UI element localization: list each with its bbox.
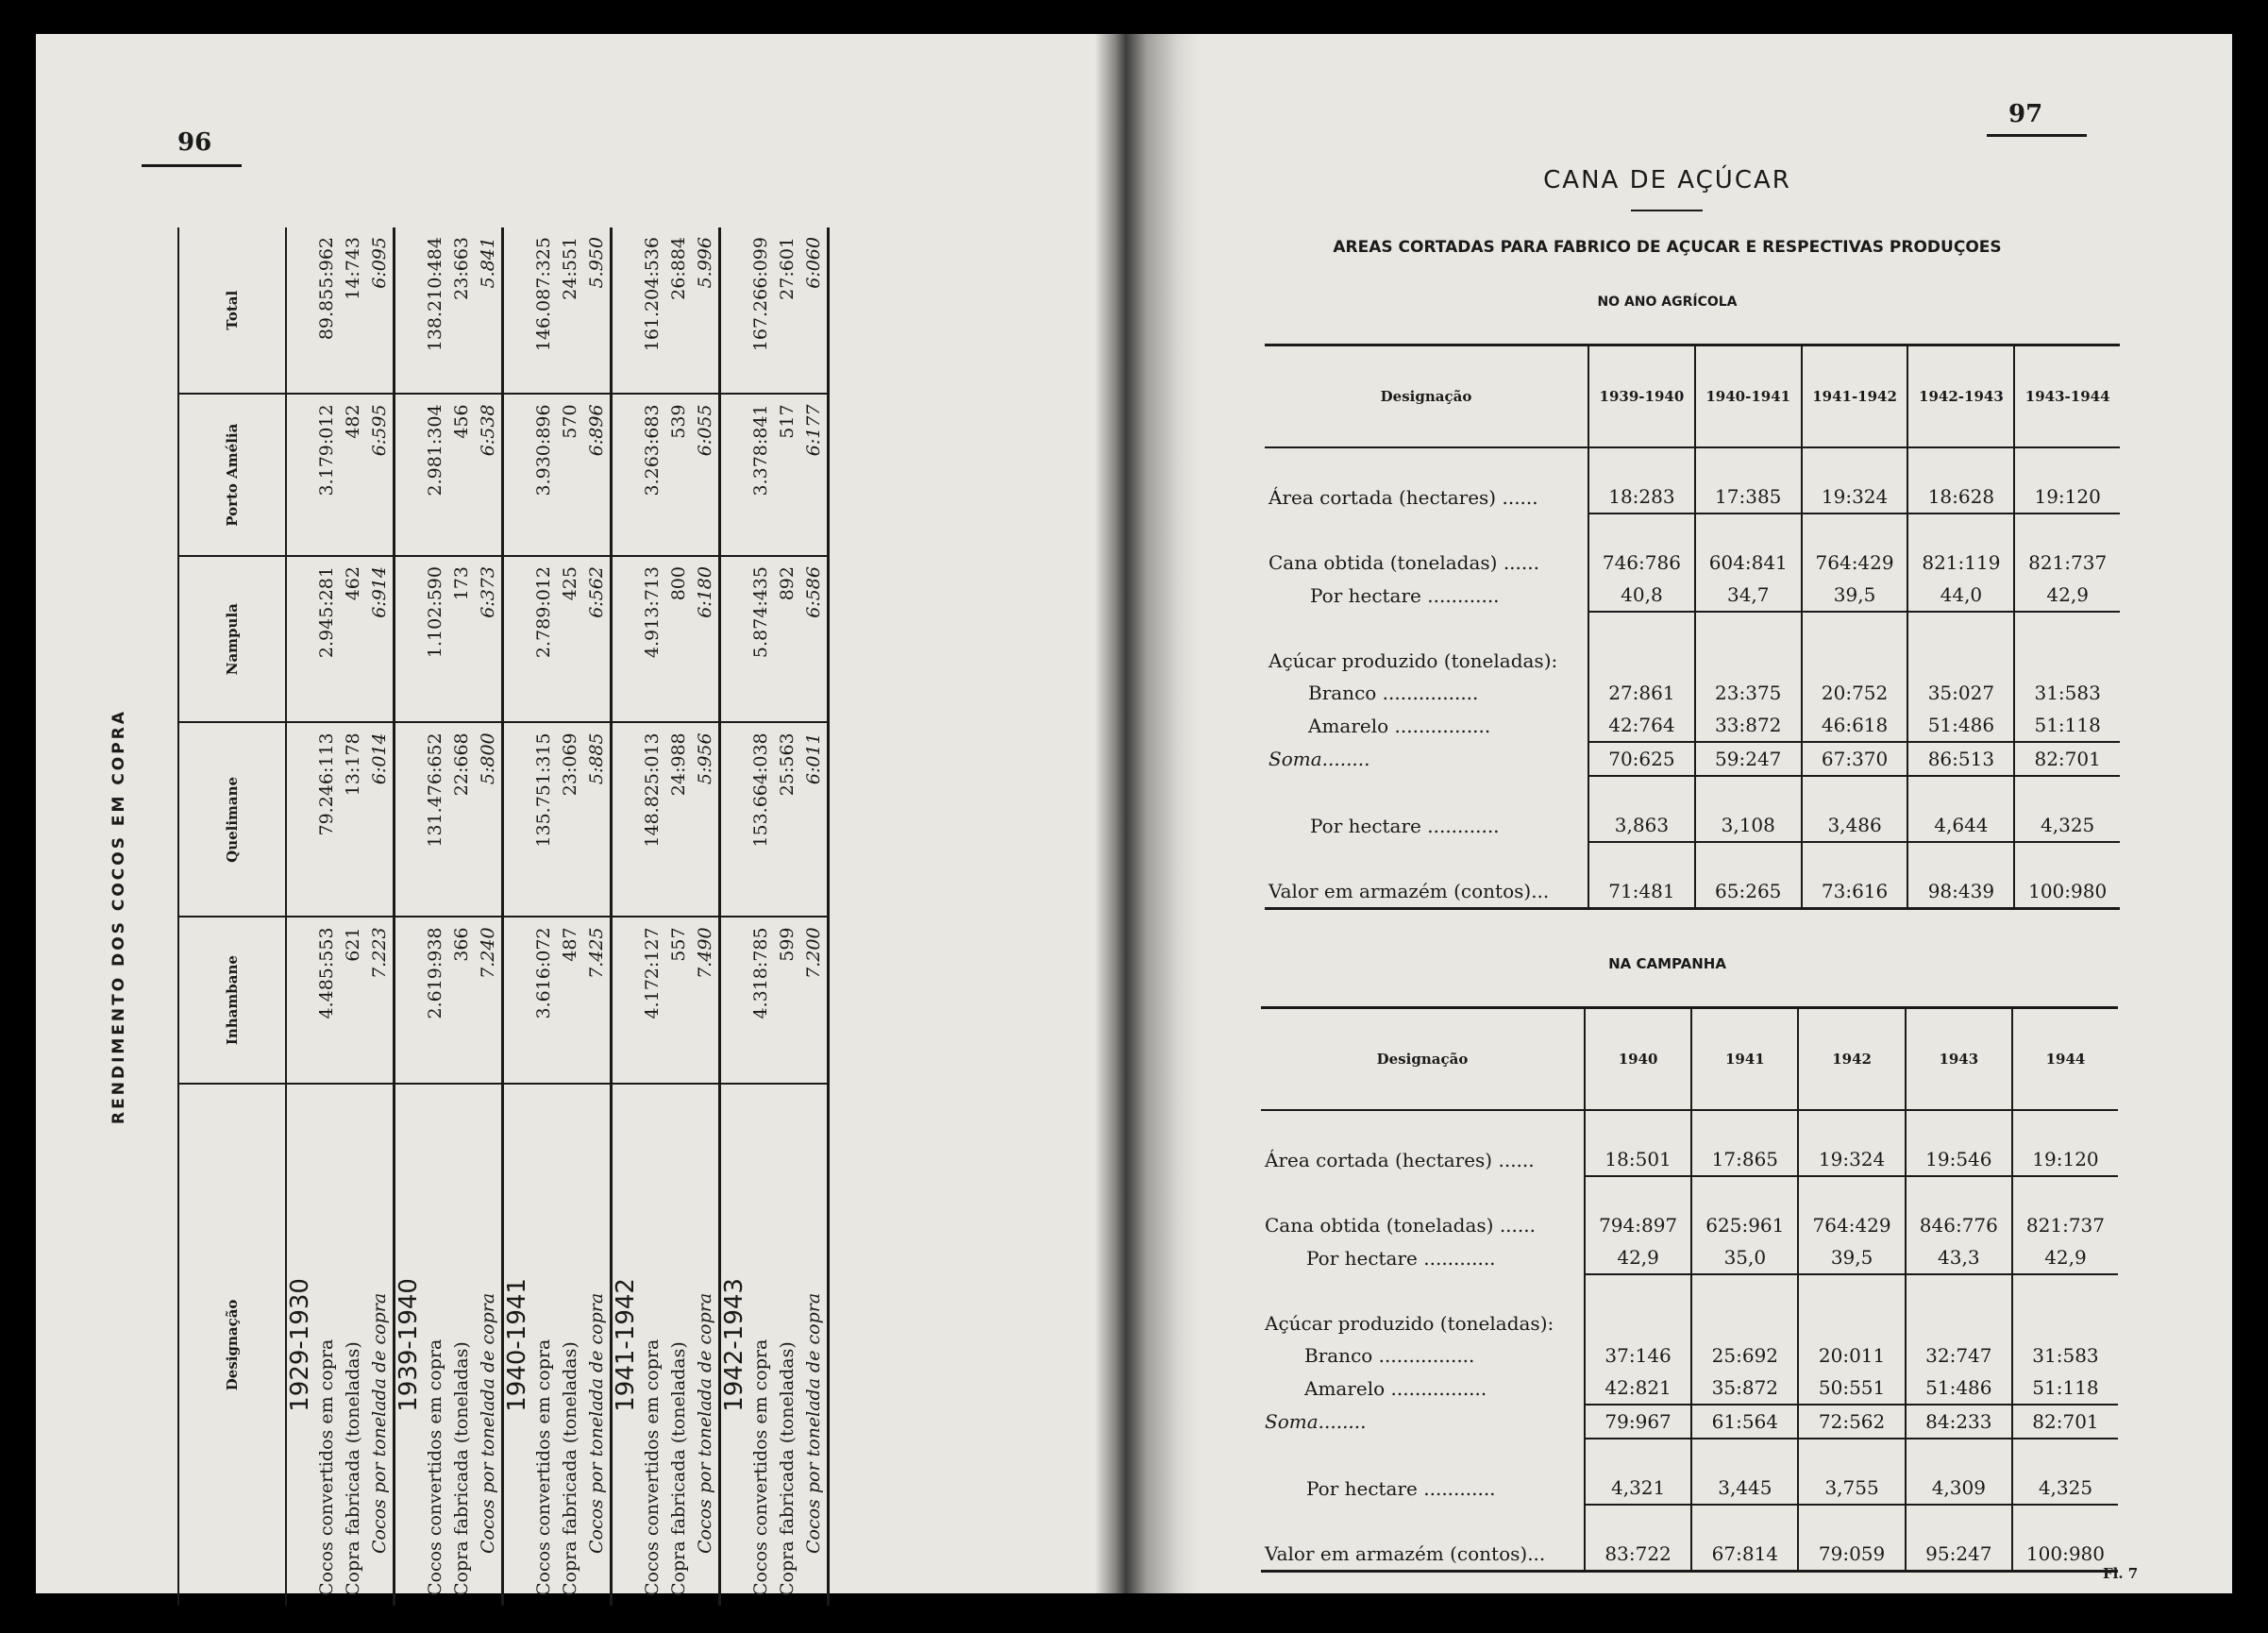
value-cell: 46:618 (1802, 709, 1908, 742)
header-period: 1943 (1906, 1008, 2012, 1111)
label-cana: Cana obtida (toneladas) (1268, 551, 1498, 574)
value-cell: 24:988 (665, 722, 692, 917)
header-designacao: Designação (1261, 1008, 1585, 1111)
coconut-yield-table-rotated (109, 227, 989, 1606)
value-cell: 17:865 (1691, 1143, 1798, 1176)
agricola-heading: NO ANO AGRÍCOLA (1597, 295, 1738, 310)
year-row (395, 227, 423, 1606)
value-cell: 148.825:013 (639, 722, 665, 917)
row-label: Cocos convertidos em copra (425, 1338, 445, 1596)
value-cell: 167.266:099 (748, 227, 774, 394)
value-cell: 3.616:072 (530, 917, 557, 1083)
value-cell: 6:914 (366, 556, 395, 722)
row-label: Cocos convertidos em copra (642, 1338, 663, 1596)
label-area: Área cortada (hectares) (1265, 1148, 1493, 1171)
year-label: 1929-1930 (286, 1278, 314, 1412)
campanha-heading: NA CAMPANHA (1608, 955, 1726, 972)
value-cell: 31:583 (2014, 677, 2120, 709)
value-cell: 51:486 (1907, 709, 2014, 742)
page-97 (1102, 34, 2232, 1593)
value-cell: 23:663 (448, 227, 475, 394)
header-period: 1940 (1585, 1008, 1691, 1111)
value-cell: 72:562 (1798, 1405, 1905, 1439)
page-number-rule (142, 164, 242, 167)
data-row (665, 227, 692, 1606)
value-cell: 65:265 (1695, 875, 1802, 909)
value-cell: 82:701 (2012, 1405, 2118, 1439)
value-cell: 25:563 (774, 722, 800, 917)
value-cell: 73:616 (1802, 875, 1908, 909)
header-nampula: Nampula (178, 556, 286, 722)
header-period: 1941 (1691, 1008, 1798, 1111)
label-por-hectare: Por hectare (1310, 583, 1421, 607)
value-cell: 89.855:962 (313, 227, 340, 394)
header-period: 1941-1942 (1802, 345, 1908, 448)
value-cell: 27:861 (1588, 677, 1695, 709)
value-cell: 23:375 (1695, 677, 1802, 709)
value-cell: 5:956 (692, 722, 720, 917)
value-cell: 39,5 (1798, 1241, 1905, 1274)
value-cell: 3,755 (1798, 1472, 1905, 1505)
page-subtitle: AREAS CORTADAS PARA FABRICO DE AÇUCAR E RESPECTIVAS PRODUÇOES (1333, 238, 2002, 257)
row-soma: Soma........ 79:967 61:564 72:562 84:233 82:701 (1261, 1405, 2118, 1439)
header-period: 1944 (2012, 1008, 2118, 1111)
title-rule (1631, 210, 1703, 211)
value-cell: 6:595 (366, 394, 395, 556)
data-row (692, 227, 720, 1606)
header-period: 1939-1940 (1588, 345, 1695, 448)
value-cell: 6:060 (800, 227, 829, 394)
value-cell: 3.179:012 (313, 394, 340, 556)
value-cell: 19:324 (1798, 1143, 1905, 1176)
folio-mark: Fl. 7 (2103, 1565, 2139, 1582)
value-cell: 61:564 (1691, 1405, 1798, 1439)
value-cell: 71:481 (1588, 875, 1695, 909)
value-cell: 5.874:435 (748, 556, 774, 722)
page-96 (36, 34, 1102, 1596)
value-cell: 59:247 (1695, 742, 1802, 776)
row-label: Cocos por tonelada de copra (366, 1084, 395, 1606)
value-cell: 42,9 (2014, 579, 2120, 612)
year-row (720, 227, 748, 1606)
value-cell: 5.841 (475, 227, 503, 394)
label-acucar: Açúcar produzido (toneladas): (1268, 649, 1558, 672)
value-cell: 2.981:304 (422, 394, 448, 556)
value-cell: 821:737 (2012, 1209, 2118, 1241)
value-cell: 6:538 (475, 394, 503, 556)
value-cell: 50:551 (1798, 1372, 1905, 1405)
row-label: Cocos por tonelada de copra (583, 1084, 612, 1606)
page-title: CANA DE AÇÚCAR (1543, 166, 1791, 194)
row-label: Cocos convertidos em copra (533, 1338, 554, 1596)
label-amarelo: Amarelo (1304, 1376, 1386, 1400)
value-cell: 3,486 (1802, 809, 1908, 842)
year-row (612, 227, 640, 1606)
value-cell: 25:692 (1691, 1339, 1798, 1372)
value-cell: 482 (340, 394, 366, 556)
row-valor: Valor em armazém (contos)... 71:481 65:265 73:616 98:439 100:980 (1265, 875, 2120, 909)
value-cell: 32:747 (1906, 1339, 2012, 1372)
value-cell: 100:980 (2012, 1538, 2118, 1572)
value-cell: 517 (774, 394, 800, 556)
value-cell: 539 (665, 394, 692, 556)
data-row (800, 227, 829, 1606)
value-cell: 14:743 (340, 227, 366, 394)
value-cell: 67:814 (1691, 1538, 1798, 1572)
data-row (557, 227, 583, 1606)
value-cell: 20:011 (1798, 1339, 1905, 1372)
value-cell: 95:247 (1906, 1538, 2012, 1572)
value-cell: 6:177 (800, 394, 829, 556)
row-branco: Branco ................ 37:146 25:692 20:011 32:747 31:583 (1261, 1339, 2118, 1372)
value-cell: 100:980 (2014, 875, 2120, 909)
row-label: Copra fabricada (toneladas) (451, 1341, 472, 1596)
label-valor: Valor em armazém (contos) (1265, 1542, 1528, 1565)
label-valor: Valor em armazém (contos) (1268, 880, 1532, 902)
value-cell: 892 (774, 556, 800, 722)
value-cell: 5:800 (475, 722, 503, 917)
value-cell: 425 (557, 556, 583, 722)
data-row (366, 227, 395, 1606)
data-row (639, 227, 665, 1606)
value-cell: 3,863 (1588, 809, 1695, 842)
value-cell: 19:120 (2014, 480, 2120, 513)
row-branco: Branco ................ 27:861 23:375 20:752 35:027 31:583 (1265, 677, 2120, 709)
row-label: Copra fabricada (toneladas) (560, 1341, 580, 1596)
header-designacao: Designação (178, 1084, 286, 1606)
value-cell: 35,0 (1691, 1241, 1798, 1274)
value-cell: 570 (557, 394, 583, 556)
table-ano-agricola (1265, 344, 2120, 910)
value-cell: 3.378:841 (748, 394, 774, 556)
row-cana-hectare: Por hectare ............ 40,8 34,7 39,5 44,0 42,9 (1265, 579, 2120, 612)
value-cell: 846:776 (1906, 1209, 2012, 1241)
value-cell: 3,445 (1691, 1472, 1798, 1505)
row-soma: Soma........ 70:625 59:247 67:370 86:513 82:701 (1265, 742, 2120, 776)
value-cell: 17:385 (1695, 480, 1802, 513)
label-soma: Soma (1265, 1410, 1319, 1433)
value-cell: 6:011 (800, 722, 829, 917)
value-cell: 39,5 (1802, 579, 1908, 612)
value-cell: 487 (557, 917, 583, 1083)
value-cell: 6:586 (800, 556, 829, 722)
label-por-hectare: Por hectare (1306, 1246, 1418, 1270)
value-cell: 135.751:315 (530, 722, 557, 917)
header-period: 1942-1943 (1907, 345, 2014, 448)
value-cell: 42,9 (2012, 1241, 2118, 1274)
value-cell: 27:601 (774, 227, 800, 394)
value-cell: 43,3 (1906, 1241, 2012, 1274)
value-cell: 138.210:484 (422, 227, 448, 394)
value-cell: 23:069 (557, 722, 583, 917)
value-cell: 6:095 (366, 227, 395, 394)
label-branco: Branco (1308, 682, 1377, 704)
row-cana: Cana obtida (toneladas) ...... 794:897 625:961 764:429 846:776 821:737 (1261, 1209, 2118, 1241)
value-cell: 18:501 (1585, 1143, 1691, 1176)
value-cell: 800 (665, 556, 692, 722)
data-row (774, 227, 800, 1606)
value-cell: 5.996 (692, 227, 720, 394)
value-cell: 86:513 (1907, 742, 2014, 776)
value-cell: 462 (340, 556, 366, 722)
page-number: 96 (177, 128, 212, 157)
value-cell: 3.930:896 (530, 394, 557, 556)
value-cell: 20:752 (1802, 677, 1908, 709)
row-amarelo: Amarelo ................ 42:764 33:872 46:618 51:486 51:118 (1265, 709, 2120, 742)
value-cell: 6:055 (692, 394, 720, 556)
label-amarelo: Amarelo (1308, 714, 1389, 737)
value-cell: 40,8 (1588, 579, 1695, 612)
value-cell: 6:373 (475, 556, 503, 722)
value-cell: 42,9 (1585, 1241, 1691, 1274)
value-cell: 7.200 (800, 917, 829, 1083)
value-cell: 4.318:785 (748, 917, 774, 1083)
table-na-campanha (1261, 1006, 2118, 1573)
header-inhambane: Inhambane (178, 917, 286, 1083)
header-period: 1943-1944 (2014, 345, 2120, 448)
page-number: 97 (2008, 100, 2043, 128)
row-label: Cocos por tonelada de copra (692, 1084, 720, 1606)
value-cell: 7.490 (692, 917, 720, 1083)
row-label: Cocos por tonelada de copra (800, 1084, 829, 1606)
label-branco: Branco (1304, 1344, 1373, 1367)
value-cell: 4,325 (2014, 809, 2120, 842)
row-acucar-hectare: Por hectare ............ 4,321 3,445 3,755 4,309 4,325 (1261, 1472, 2118, 1505)
value-cell: 2.619:938 (422, 917, 448, 1083)
row-acucar-heading (1261, 1307, 2118, 1339)
value-cell: 34,7 (1695, 579, 1802, 612)
data-row (448, 227, 475, 1606)
header-designacao: Designação (1265, 345, 1588, 448)
row-amarelo: Amarelo ................ 42:821 35:872 50:551 51:486 51:118 (1261, 1372, 2118, 1405)
value-cell: 5.950 (583, 227, 612, 394)
value-cell: 746:786 (1588, 547, 1695, 579)
data-row (313, 227, 340, 1606)
value-cell: 35:027 (1907, 677, 2014, 709)
data-row (475, 227, 503, 1606)
row-cana-hectare: Por hectare ............ 42,9 35,0 39,5 43,3 42,9 (1261, 1241, 2118, 1274)
value-cell: 4,644 (1907, 809, 2014, 842)
value-cell: 6:562 (583, 556, 612, 722)
value-cell: 764:429 (1802, 547, 1908, 579)
year-row (503, 227, 531, 1606)
header-total: Total (178, 227, 286, 394)
year-label: 1941-1942 (612, 1278, 640, 1412)
value-cell: 2.789:012 (530, 556, 557, 722)
value-cell: 31:583 (2012, 1339, 2118, 1372)
value-cell: 604:841 (1695, 547, 1802, 579)
value-cell: 79:059 (1798, 1538, 1905, 1572)
data-row (422, 227, 448, 1606)
label-por-hectare: Por hectare (1306, 1476, 1418, 1500)
value-cell: 146.087:325 (530, 227, 557, 394)
row-label: Cocos por tonelada de copra (475, 1084, 503, 1606)
label-area: Área cortada (hectares) (1268, 485, 1497, 509)
value-cell: 6:180 (692, 556, 720, 722)
value-cell: 131.476:652 (422, 722, 448, 917)
value-cell: 42:821 (1585, 1372, 1691, 1405)
value-cell: 26:884 (665, 227, 692, 394)
value-cell: 98:439 (1907, 875, 2014, 909)
value-cell: 625:961 (1691, 1209, 1798, 1241)
value-cell: 6:014 (366, 722, 395, 917)
value-cell: 82:701 (2014, 742, 2120, 776)
row-valor: Valor em armazém (contos)... 83:722 67:814 79:059 95:247 100:980 (1261, 1538, 2118, 1572)
value-cell: 161.204:536 (639, 227, 665, 394)
header-quelimane: Quelimane (178, 722, 286, 917)
value-cell: 19:324 (1802, 480, 1908, 513)
year-row (286, 227, 313, 1606)
value-cell: 18:283 (1588, 480, 1695, 513)
value-cell: 4,321 (1585, 1472, 1691, 1505)
data-row (530, 227, 557, 1606)
label-soma: Soma (1268, 748, 1322, 770)
coconut-yield-table (177, 227, 830, 1606)
value-cell: 79:967 (1585, 1405, 1691, 1439)
value-cell: 764:429 (1798, 1209, 1905, 1241)
value-cell: 51:486 (1906, 1372, 2012, 1405)
header-period: 1942 (1798, 1008, 1905, 1111)
value-cell: 51:118 (2012, 1372, 2118, 1405)
header-period: 1940-1941 (1695, 345, 1802, 448)
value-cell: 5:885 (583, 722, 612, 917)
value-cell: 557 (665, 917, 692, 1083)
value-cell: 599 (774, 917, 800, 1083)
year-label: 1942-1943 (720, 1278, 748, 1412)
row-label: Cocos convertidos em copra (750, 1338, 771, 1596)
row-label: Cocos convertidos em copra (316, 1338, 337, 1596)
year-label: 1940-1941 (503, 1278, 531, 1412)
value-cell: 7.223 (366, 917, 395, 1083)
value-cell: 22:668 (448, 722, 475, 917)
label-por-hectare: Por hectare (1310, 814, 1421, 837)
row-area: Área cortada (hectares) ...... 18:501 17:865 19:324 19:546 19:120 (1261, 1143, 2118, 1176)
value-cell: 4.485:553 (313, 917, 340, 1083)
value-cell: 4.913:713 (639, 556, 665, 722)
value-cell: 366 (448, 917, 475, 1083)
value-cell: 2.945:281 (313, 556, 340, 722)
value-cell: 4,325 (2012, 1472, 2118, 1505)
value-cell: 67:370 (1802, 742, 1908, 776)
value-cell: 4.172:127 (639, 917, 665, 1083)
label-cana: Cana obtida (toneladas) (1265, 1214, 1494, 1237)
value-cell: 3.263:683 (639, 394, 665, 556)
row-acucar-hectare: Por hectare ............ 3,863 3,108 3,486 4,644 4,325 (1265, 809, 2120, 842)
value-cell: 621 (340, 917, 366, 1083)
header-porto-amelia: Porto Amélia (178, 394, 286, 556)
page-number-rule (1987, 134, 2087, 137)
value-cell: 7.240 (475, 917, 503, 1083)
row-acucar-heading (1265, 645, 2120, 677)
table-title: RENDIMENTO DOS COCOS EM COPRA (109, 709, 128, 1124)
value-cell: 3,108 (1695, 809, 1802, 842)
value-cell: 13:178 (340, 722, 366, 917)
value-cell: 19:546 (1906, 1143, 2012, 1176)
value-cell: 51:118 (2014, 709, 2120, 742)
value-cell: 7.425 (583, 917, 612, 1083)
value-cell: 4,309 (1906, 1472, 2012, 1505)
row-area: Área cortada (hectares) ...... 18:283 17:385 19:324 18:628 19:120 (1265, 480, 2120, 513)
value-cell: 456 (448, 394, 475, 556)
row-label: Copra fabricada (toneladas) (777, 1341, 798, 1596)
row-label: Copra fabricada (toneladas) (668, 1341, 689, 1596)
value-cell: 44,0 (1907, 579, 2014, 612)
value-cell: 153.664:038 (748, 722, 774, 917)
value-cell: 79.246:113 (313, 722, 340, 917)
value-cell: 83:722 (1585, 1538, 1691, 1572)
value-cell: 70:625 (1588, 742, 1695, 776)
value-cell: 37:146 (1585, 1339, 1691, 1372)
value-cell: 821:737 (2014, 547, 2120, 579)
value-cell: 6:896 (583, 394, 612, 556)
value-cell: 18:628 (1907, 480, 2014, 513)
year-label: 1939-1940 (395, 1278, 423, 1412)
value-cell: 1.102:590 (422, 556, 448, 722)
row-cana: Cana obtida (toneladas) ...... 746:786 604:841 764:429 821:119 821:737 (1265, 547, 2120, 579)
data-row (583, 227, 612, 1606)
data-row (340, 227, 366, 1606)
value-cell: 33:872 (1695, 709, 1802, 742)
row-label: Copra fabricada (toneladas) (343, 1341, 363, 1596)
data-row (748, 227, 774, 1606)
label-acucar: Açúcar produzido (toneladas): (1265, 1312, 1554, 1335)
value-cell: 42:764 (1588, 709, 1695, 742)
value-cell: 24:551 (557, 227, 583, 394)
value-cell: 821:119 (1907, 547, 2014, 579)
value-cell: 84:233 (1906, 1405, 2012, 1439)
value-cell: 35:872 (1691, 1372, 1798, 1405)
value-cell: 173 (448, 556, 475, 722)
value-cell: 794:897 (1585, 1209, 1691, 1241)
value-cell: 19:120 (2012, 1143, 2118, 1176)
